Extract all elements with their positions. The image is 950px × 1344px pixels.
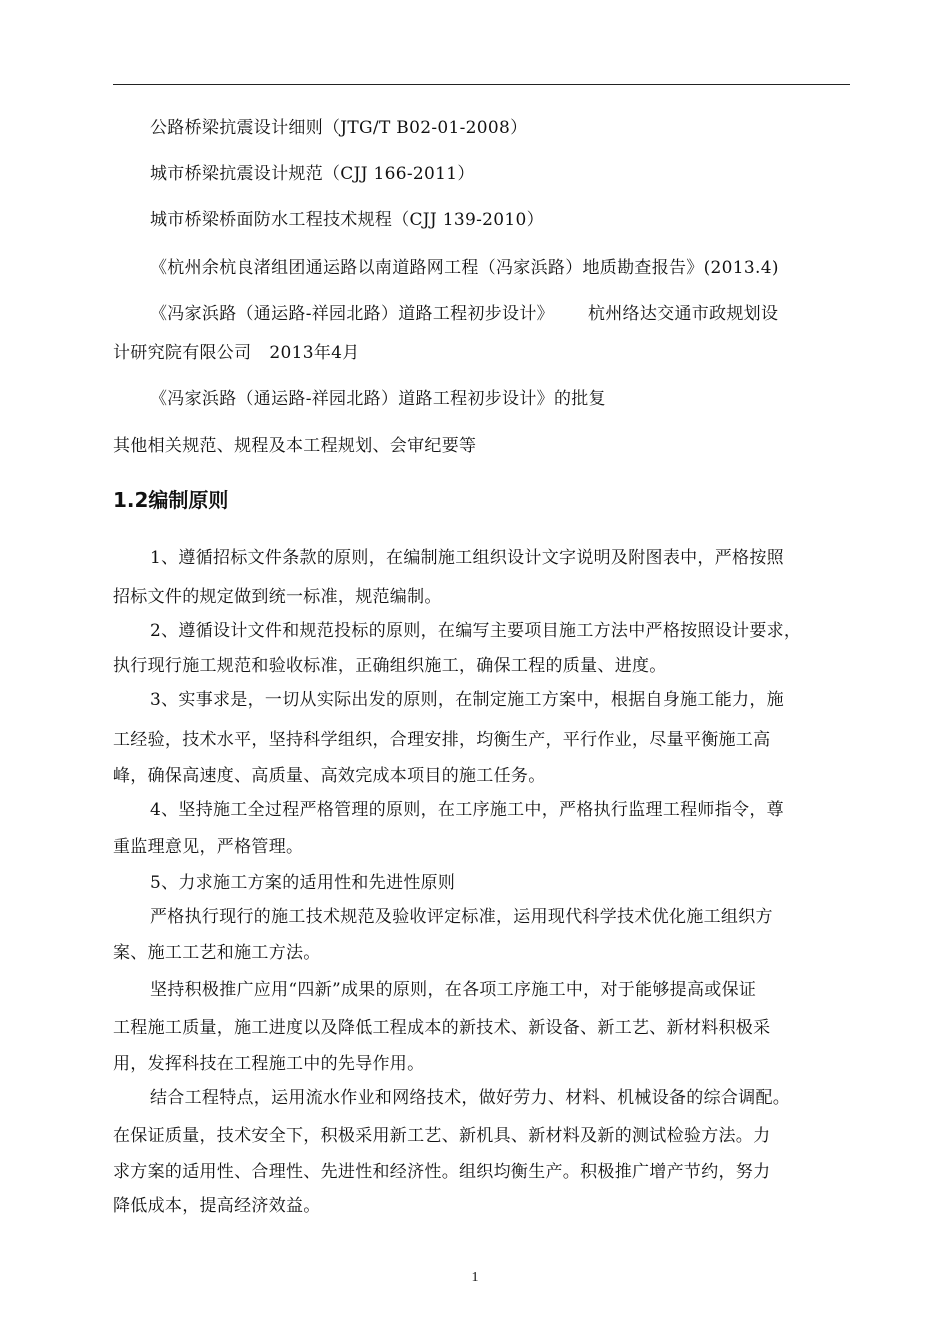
reference-item: 城市桥梁抗震设计规范（CJJ 166-2011） (150, 164, 475, 184)
page-number: 1 (471, 1270, 479, 1285)
body-line: 执行现行施工规范和验收标准，正确组织施工，确保工程的质量、进度。 (113, 656, 667, 676)
body-line: 求方案的适用性、合理性、先进性和经济性。组织均衡生产。积极推广增产节约，努力 (113, 1162, 771, 1182)
reference-item (150, 304, 778, 324)
body-line: 案、施工工艺和施工方法。 (113, 943, 321, 963)
body-line: 1、遵循招标文件条款的原则，在编制施工组织设计文字说明及附图表中，严格按照 (150, 548, 784, 568)
body-line: 重监理意见，严格管理。 (113, 837, 304, 857)
body-line: 在保证质量，技术安全下，积极采用新工艺、新机具、新材料及新的测试检验方法。力 (113, 1126, 771, 1146)
reference-org: 计研究院有限公司 (113, 343, 252, 363)
reference-item: 《冯家浜路（通运路-祥园北路）道路工程初步设计》的批复 (150, 389, 606, 409)
body-line: 招标文件的规定做到统一标准，规范编制。 (113, 587, 442, 607)
body-line: 坚持积极推广应用“四新”成果的原则，在各项工序施工中，对于能够提高或保证 (150, 980, 757, 1000)
reference-item: 城市桥梁桥面防水工程技术规程（CJJ 139-2010） (150, 210, 544, 230)
reference-org: 杭州络达交通市政规划设 (587, 304, 779, 324)
body-line: 4、坚持施工全过程严格管理的原则，在工序施工中，严格执行监理工程师指令，尊 (150, 800, 784, 820)
body-line: 降低成本，提高经济效益。 (113, 1196, 321, 1216)
body-line: 2、遵循设计文件和规范投标的原则，在编写主要项目施工方法中严格按照设计要求， (150, 621, 802, 641)
body-line: 结合工程特点，运用流水作业和网络技术，做好劳力、材料、机械设备的综合调配。 (150, 1088, 791, 1108)
body-line: 5、力求施工方案的适用性和先进性原则 (150, 873, 456, 893)
section-heading: 1.2编制原则 (113, 488, 229, 512)
reference-item: 公路桥梁抗震设计细则（JTG/T B02-01-2008） (150, 118, 528, 138)
body-line: 用，发挥科技在工程施工中的先导作用。 (113, 1054, 425, 1074)
reference-item: 其他相关规范、规程及本工程规划、会审纪要等 (113, 436, 477, 456)
reference-item-continued (113, 343, 360, 363)
body-line: 峰，确保高速度、高质量、高效完成本项目的施工任务。 (113, 766, 546, 786)
body-line: 工经验，技术水平，坚持科学组织，合理安排，均衡生产，平行作业，尽量平衡施工高 (113, 730, 771, 750)
body-line: 3、实事求是，一切从实际出发的原则，在制定施工方案中，根据自身施工能力，施 (150, 690, 784, 710)
body-line: 严格执行现行的施工技术规范及验收评定标准，运用现代科学技术优化施工组织方 (150, 907, 773, 927)
header-rule (113, 84, 850, 85)
reference-item: 《杭州余杭良渚组团通运路以南道路网工程（冯家浜路）地质勘查报告》(2013.4) (150, 258, 779, 278)
reference-date: 2013年4月 (269, 343, 360, 363)
body-line: 工程施工质量，施工进度以及降低工程成本的新技术、新设备、新工艺、新材料积极采 (113, 1018, 771, 1038)
reference-title: 《冯家浜路（通运路-祥园北路）道路工程初步设计》 (150, 304, 554, 324)
